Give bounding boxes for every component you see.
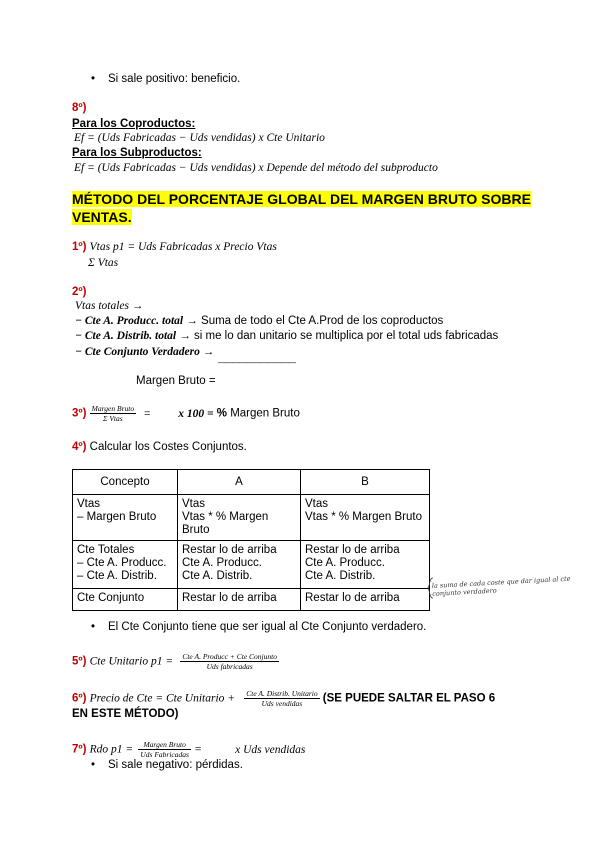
step6: 6º) Precio de Cte = Cte Unitario + $\frac{\text{Cte A. Distrib. Unitario}}{\text{Uds vendidas}}$ (SE PUEDE SALTAR EL PASO 6 — [72, 689, 496, 708]
bullet-positive: • Si sale positivo: beneficio. — [108, 73, 240, 85]
method-title-line2: VENTAS. — [72, 209, 132, 225]
table-header-concepto: Concepto — [73, 470, 178, 495]
subproducts-heading: Para los Subproductos: — [72, 147, 202, 159]
table-cell: Restar lo de arriba — [178, 589, 301, 611]
step5-fraction: $\frac{\text{Cte A. Producc + Cte Conjunto}}{\text{Uds fabricadas}}$ — [182, 652, 277, 671]
coproducts-heading: Para los Coproductos: — [72, 118, 196, 130]
table-row — [73, 495, 430, 541]
step2-dashes: ——————————— — [218, 358, 295, 367]
table-header-b: B — [301, 470, 430, 495]
step2-label: 2º) — [72, 286, 87, 298]
bullet-cte-conjunto: • El Cte Conjunto tiene que ser igual al Cte Conjunto verdadero. — [108, 621, 426, 633]
step2-result: Margen Bruto = — [136, 375, 216, 387]
table-cell: Cte Conjunto — [73, 589, 178, 611]
step4: 4º) Calcular los Costes Conjuntos. — [72, 441, 247, 453]
step2-line2: − Cte A. Producc. total → Suma de todo el Cte A.Prod de los coproductos — [75, 315, 444, 327]
step2-line1: Vtas totales → — [75, 300, 144, 312]
step7-fraction: $\frac{\text{Margen Bruto}}{\text{Uds Fabricadas}}$ — [140, 740, 189, 759]
table-cell: Vtas Vtas * % Margen Bruto — [178, 495, 301, 541]
step2-line4: − Cte Conjunto Verdadero → — [75, 346, 215, 358]
step6-fraction: $\frac{\text{Cte A. Distrib. Unitario}}{\text{Uds vendidas}}$ — [246, 689, 318, 708]
table-header-row — [73, 470, 430, 495]
bullet-negative: • Si sale negativo: pérdidas. — [108, 759, 243, 771]
table-row — [73, 541, 430, 589]
table-cell: Vtas – Margen Bruto — [73, 495, 178, 541]
table-header-a: A — [178, 470, 301, 495]
step1 — [72, 241, 277, 253]
step1-label: 1º) — [72, 241, 87, 253]
coproducts-formula: Ef = (Uds Fabricadas − Uds vendidas) x Cte Unitario — [74, 132, 325, 144]
table-cell: Vtas Vtas * % Margen Bruto — [301, 495, 430, 541]
step1-denominator: Σ Vtas — [88, 257, 119, 269]
step3-fraction: $\frac{\text{Margen Bruto}}{\text{Σ Vtas}}$ — [91, 404, 135, 423]
table-row — [73, 589, 430, 611]
subproducts-formula: Ef = (Uds Fabricadas − Uds vendidas) x Depende del método del subproducto — [74, 162, 438, 174]
step8-label: 8º) — [72, 102, 87, 114]
step2-line3: − Cte A. Distrib. total → si me lo dan unitario se multiplica por el total uds fabricadas — [75, 330, 499, 342]
cost-table — [72, 469, 430, 611]
method-title-line1: MÉTODO DEL PORCENTAJE GLOBAL DEL MARGEN BRUTO SOBRE — [72, 191, 531, 207]
step3: 3º) $\frac{\text{Margen Bruto}}{\text{Σ Vtas}}$ = x 100 = % Margen Bruto — [72, 404, 300, 423]
table-cell: Restar lo de arriba Cte A. Producc. Cte A. Distrib. — [301, 541, 430, 589]
step6-note-line2: EN ESTE MÉTODO) — [72, 708, 179, 720]
handwritten-note: la suma de cada coste que dar igual al cte conjunto verdadero — [431, 574, 571, 598]
table-cell: Cte Totales – Cte A. Producc. – Cte A. Distrib. — [73, 541, 178, 589]
table-cell: Restar lo de arriba — [301, 589, 430, 611]
table-cell: Restar lo de arriba Cte A. Producc. Cte A. Distrib. — [178, 541, 301, 589]
step7: 7º) Rdo p1 = $\frac{\text{Margen Bruto}}{\text{Uds Fabricadas}}$ = x Uds vendidas — [72, 740, 306, 759]
step5: 5º) Cte Unitario p1 = $\frac{\text{Cte A. Producc + Cte Conjunto}}{\text{Uds fabricadas}}$ — [72, 652, 277, 671]
step1-formula: Vtas p1 = Uds Fabricadas x Precio Vtas — [89, 241, 277, 253]
